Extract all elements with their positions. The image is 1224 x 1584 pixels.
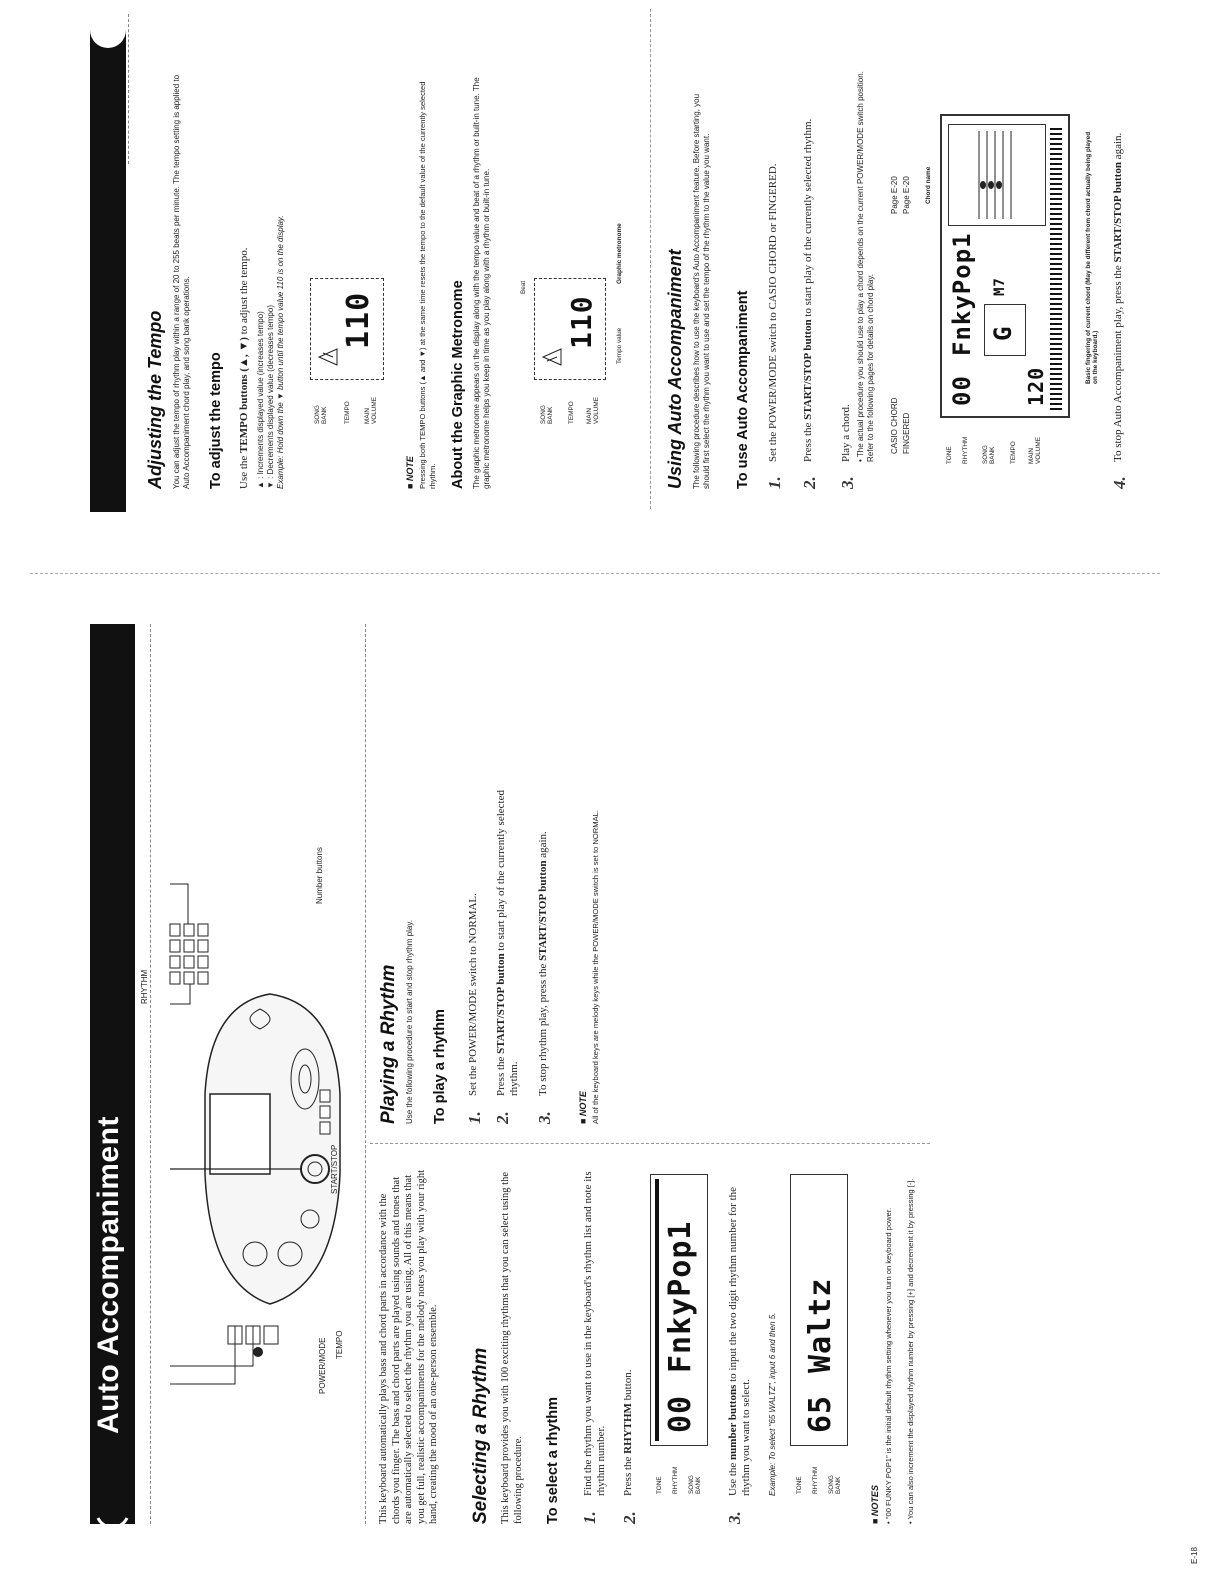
chapter-title: Auto Accompaniment xyxy=(92,1116,125,1434)
chord-name-label: Chord name xyxy=(925,166,932,204)
notes-heading: ■ NOTES xyxy=(870,1485,880,1524)
note-2: • You can also increment the displayed rhythm number by pressing [+] and decrement it by pressing [-]. xyxy=(906,1178,915,1524)
right-page-bar xyxy=(90,12,126,512)
speaker-ring-icon xyxy=(90,1484,135,1544)
select-rhythm-subheading: To select a rhythm xyxy=(545,1396,561,1524)
using-heading: Using Auto Accompaniment xyxy=(665,249,685,489)
metronome-heading: About the Graphic Metronome xyxy=(450,280,466,489)
playing-note: All of the keyboard keys are melody keys while the POWER/MODE switch is set to NORMAL. xyxy=(591,810,600,1124)
use-step-3: Play a chord. xyxy=(840,404,852,462)
page-fold xyxy=(30,573,1160,574)
metronome-icon xyxy=(317,345,339,369)
use-step-1: Set the POWER/MODE switch to CASIO CHORD or FINGERED. xyxy=(767,163,779,462)
staff-notation-icon xyxy=(949,125,1045,225)
rhythm-number: 00 xyxy=(948,375,976,406)
column-divider xyxy=(650,9,651,509)
tempo-up-text: ▲ : Increments displayed value (increases tempo) xyxy=(256,311,265,489)
note-heading: ■ NOTE xyxy=(578,1091,588,1124)
select-step-3-example: Example: To select "65 WALTZ", input 6 and then 5. xyxy=(768,1312,777,1496)
graphic-metronome-label: Graphic metronome xyxy=(616,223,623,284)
step-number-3: 3. xyxy=(838,476,857,489)
select-step-2: Press the RHYTHM button. xyxy=(622,1369,634,1496)
step-number-2: 2. xyxy=(620,1511,639,1524)
playing-heading: Playing a Rhythm xyxy=(378,964,399,1124)
divider xyxy=(365,624,366,1524)
column-divider xyxy=(370,1143,930,1144)
step-number-3: 3. xyxy=(535,1111,554,1124)
tempo-label: TEMPO xyxy=(335,1330,344,1359)
tempo-value: 110 xyxy=(565,295,598,349)
adjust-tempo-subheading: To adjust the tempo xyxy=(208,352,224,489)
rhythm-number: 00 xyxy=(663,1394,698,1433)
play-step-2: Press the START/STOP button to start play of the currently selected rhythm. xyxy=(495,790,520,1096)
rhythm-name: FnkyPop1 xyxy=(948,232,976,356)
use-step-3-bullet: • The actual procedure you should use to play a chord depends on the current POWER/MODE switch position. Refer to the following pages for details on chord play. xyxy=(856,71,875,462)
tempo-value: 110 xyxy=(341,291,376,349)
selecting-text: This keyboard provides you with 100 exciting rhythms that you can select using the following procedure. xyxy=(500,1172,524,1524)
chord-root: G xyxy=(989,325,1017,341)
tempo-value: 120 xyxy=(1024,366,1048,406)
using-text: The following procedure describes how to use the keyboard's Auto Accompaniment feature. Before starting, you should first select the rhythm you want to use and set the tempo of the rhythm to the value you want. xyxy=(692,93,711,489)
play-step-3: To stop rhythm play, press the START/STOP button again. xyxy=(537,831,549,1096)
divider xyxy=(128,14,129,164)
select-step-3: Use the number buttons to input the two digit rhythm number for the rhythm you want to select. xyxy=(727,1186,752,1496)
playing-text: Use the following procedure to start and stop rhythm play. xyxy=(405,920,414,1124)
auto-accomp-lcd: TONE RHYTHM SONG BANK TEMPO MAIN VOLUME 00 FnkyPop1 G M7 120 xyxy=(940,44,1080,464)
start-stop-label: START/STOP xyxy=(330,1144,339,1194)
step-number-3: 3. xyxy=(725,1511,744,1524)
basic-fingering-label: Basic fingering of current chord (May be different from chord actually being played on the keyboard.) xyxy=(1085,131,1099,384)
adjusting-text: You can adjust the tempo of rhythm play within a range of 20 to 255 beats per minute. The tempo setting is applied to Auto Accompaniment chord play, and song bank operations. xyxy=(172,74,191,489)
step-number-1: 1. xyxy=(580,1511,599,1524)
page-number: E-18 xyxy=(1190,1547,1199,1564)
use-step-4: To stop Auto Accompaniment play, press the START/STOP button again. xyxy=(1112,132,1124,462)
casio-chord-ref: CASIO CHORD xyxy=(890,397,899,454)
fingered-page: Page E-20 xyxy=(902,176,911,214)
metronome-lcd: Beat SONG BANK TEMPO MAIN VOLUME 110 Tempo value Graphic metronome xyxy=(520,223,623,424)
use-step-2: Press the START/STOP button to start play of the currently selected rhythm. xyxy=(802,118,814,462)
select-step-1: Find the rhythm you want to use in the keyboard's rhythm list and note its rhythm number. xyxy=(582,1171,607,1496)
metronome-text: The graphic metronome appears on the display along with the tempo value and beat of a rhythm or built-in tune. The graphic metronome helps you keep in time as you play along with a rhythm or built-in tune. xyxy=(472,77,491,489)
use-auto-subheading: To use Auto Accompaniment xyxy=(735,290,751,489)
graphic-metronome-icon xyxy=(541,345,563,369)
rhythm-lcd-1: TONE RHYTHM SONG BANK 00 FnkyPop1 xyxy=(650,1164,712,1494)
intro-paragraph: This keyboard automatically plays bass and chord parts in accordance with the chords you finger. The bass and chord parts are played using sounds and tones that are automatically selected to select the rhythm you are using. All of this means that you get full, realistic accompaniments for the melody notes you play with your right hand, creating the mood of an one-person ensemble. xyxy=(378,1169,440,1524)
selecting-heading: Selecting a Rhythm xyxy=(470,1347,491,1524)
tempo-value-label: Tempo value xyxy=(616,327,623,364)
rhythm-label: RHYTHM xyxy=(140,969,149,1004)
rhythm-name: FnkyPop1 xyxy=(663,1220,698,1373)
beat-label: Beat xyxy=(520,280,527,294)
tempo-lcd: SONG BANK TEMPO MAIN VOLUME 110 xyxy=(310,184,390,424)
chord-type: M7 xyxy=(992,277,1008,296)
note-heading: ■ NOTE xyxy=(405,456,415,489)
rhythm-lcd-2: TONE RHYTHM SONG BANK 65 Waltz xyxy=(790,1164,852,1494)
tempo-note: Pressing both TEMPO buttons (▲ and ▼) at the same time resets the tempo to the default value of the currently selected rhythm. xyxy=(418,81,437,489)
number-buttons-label: Number buttons xyxy=(315,847,324,904)
rhythm-name: Waltz xyxy=(803,1277,838,1373)
tempo-down-text: ▼ : Decrements displayed value (decreases tempo) xyxy=(266,305,275,489)
step-number-2: 2. xyxy=(800,476,819,489)
adjusting-heading: Adjusting the Tempo xyxy=(145,310,165,489)
step-number-4: 4. xyxy=(1110,476,1129,489)
step-number-1: 1. xyxy=(465,1111,484,1124)
step-number-1: 1. xyxy=(765,476,784,489)
tempo-example: Example: Hold down the ▼ button until the tempo value 110 is on the display. xyxy=(276,215,285,489)
keyboard-panel-icon xyxy=(150,644,350,1424)
power-mode-label: POWER/MODE xyxy=(318,1337,327,1394)
casio-chord-page: Page E-20 xyxy=(890,176,899,214)
step-number-2: 2. xyxy=(493,1111,512,1124)
fingered-ref: FINGERED xyxy=(902,412,911,454)
rhythm-number: 65 xyxy=(803,1394,838,1433)
keyboard-diagram xyxy=(150,644,350,1424)
chapter-banner xyxy=(90,624,135,1524)
keyboard-graphic xyxy=(1050,126,1062,410)
note-1: • "00 FUNKY POP1" is the initial default rhythm setting whenever you turn on keyboard power. xyxy=(884,1207,893,1524)
play-step-1: Set the POWER/MODE switch to NORMAL. xyxy=(467,893,479,1096)
play-rhythm-subheading: To play a rhythm xyxy=(432,1009,448,1124)
adjust-instruction: Use the TEMPO buttons (▲, ▼) to adjust the tempo. xyxy=(238,247,250,489)
